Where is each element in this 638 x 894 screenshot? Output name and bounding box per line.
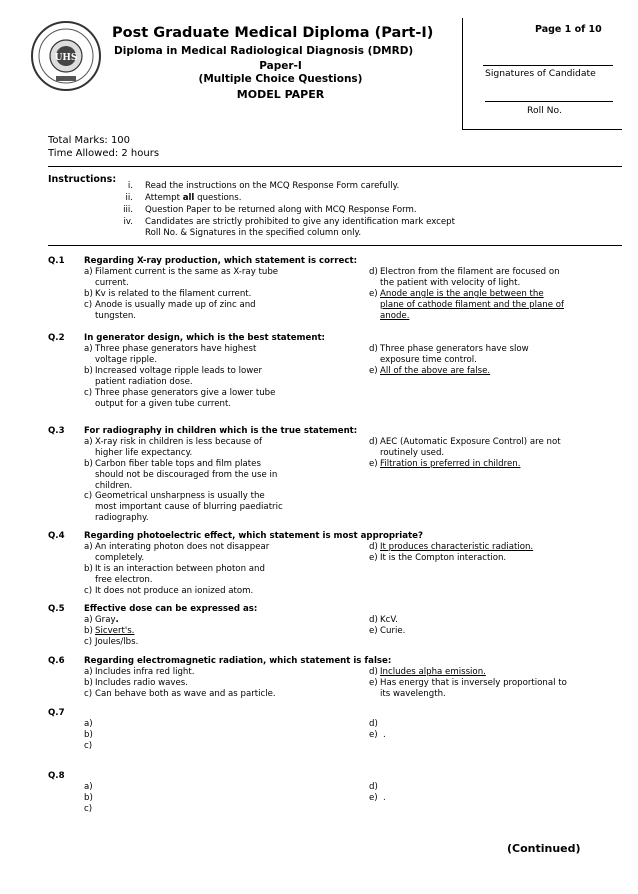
option-c: c) Three phase generators give a lower tube output for a given tube current. [84,388,276,409]
instruction-text: Read the instructions on the MCQ Response Form carefully. [145,181,400,191]
option-c: c) Anode is usually made up of zinc and tungsten. [84,300,256,321]
option-d: d) It produces characteristic radiation. [369,542,534,552]
option-e: e) Curie. [369,626,406,636]
svg-text:UHS: UHS [54,53,78,63]
question-number: Q.7 [48,708,65,718]
header-box-bottom-border [462,129,622,130]
instruction-number: iii. [123,205,133,215]
header-box-left-border [462,18,463,130]
question-number: Q.6 [48,656,65,666]
exam-title: Post Graduate Medical Diploma (Part-I) [112,25,434,41]
instruction-text: Attempt all questions. [145,193,242,203]
instruction-text: Candidates are strictly prohibited to give any identification mark except [145,217,455,227]
question-stem: Regarding X-ray production, which statement is correct: [84,256,358,266]
question-number: Q.4 [48,531,65,541]
roll-no-label: Roll No. [527,105,562,116]
option-d: d) Three phase generators have slow exposure time control. [369,344,529,365]
option-b: b) Includes radio waves. [84,678,188,688]
option-b: b) Kv is related to the filament current. [84,289,252,299]
option-c: c) Can behave both as wave and as particle. [84,689,276,699]
question-number: Q.2 [48,333,65,343]
institution-seal-logo [30,20,102,92]
question-stem: Effective dose can be expressed as: [84,604,258,614]
instructions-heading: Instructions: [48,174,117,185]
option-c: c) It does not produce an ionized atom. [84,586,254,596]
roll-no-line [485,101,613,102]
instruction-number: i. [127,181,133,191]
instruction-text-continued: Roll No. & Signatures in the specified column only. [145,228,362,238]
page-number: Page 1 of 10 [535,24,602,35]
question-stem: Regarding photoelectric effect, which statement is most appropriate? [84,531,423,541]
option-c: c) Joules/lbs. [84,637,139,647]
option-b: b) Sicvert's. [84,626,135,636]
time-allowed: Time Allowed: 2 hours [48,148,160,159]
question-number: Q.8 [48,771,65,781]
option-d: d) KcV. [369,615,398,625]
option-c: c) Geometrical unsharpness is usually the most important cause of blurring paediatric radiography. [84,491,283,523]
signature-label: Signatures of Candidate [485,68,596,79]
option-b: b) It is an interaction between photon and free electron. [84,564,265,585]
option-d: d) Includes alpha emission. [369,667,486,677]
option-a: a) X-ray risk in children is less because of higher life expectancy. [84,437,262,458]
option-d: d) AEC (Automatic Exposure Control) are not routinely used. [369,437,561,458]
option-e: e) Has energy that is inversely proportional to its wavelength. [369,678,567,699]
option-b: b) [84,730,93,740]
exam-subtitle: Diploma in Medical Radiological Diagnosis (DMRD) [114,45,414,57]
option-d: d) [369,719,378,729]
instruction-emphasis: all [182,193,195,203]
divider [48,245,622,246]
divider [48,166,622,167]
instruction-text: Question Paper to be returned along with MCQ Response Form. [145,205,417,215]
signature-line [483,65,613,66]
option-a: a) Gray. [84,615,119,625]
total-marks: Total Marks: 100 [48,135,131,146]
instruction-number: iv. [123,217,133,227]
paper-number: Paper-I [259,60,302,72]
option-e: e) All of the above are false. [369,366,491,376]
question-number: Q.5 [48,604,65,614]
option-c: c) [84,741,93,751]
option-e: e) Anode angle is the angle between the plane of cathode filament and the plane of anode. [369,289,564,321]
option-d: d) [369,782,378,792]
model-paper-label: MODEL PAPER [236,88,325,101]
option-a: a) Three phase generators have highest voltage ripple. [84,344,257,365]
instruction-number: ii. [125,193,133,203]
option-a: a) [84,782,93,792]
question-stem: For radiography in children which is the true statement: [84,426,358,436]
option-b: b) [84,793,93,803]
option-a: a) Includes infra red light. [84,667,195,677]
paper-type: (Multiple Choice Questions) [198,73,363,85]
option-c: c) [84,804,93,814]
option-e: e) . [369,793,386,803]
continued-label: (Continued) [507,842,581,855]
option-a: a) [84,719,93,729]
question-stem: Regarding electromagnetic radiation, which statement is false: [84,656,392,666]
question-stem: In generator design, which is the best statement: [84,333,325,343]
option-b: b) Carbon fiber table tops and film plates should not be discouraged from the use in children. [84,459,278,491]
question-number: Q.1 [48,256,65,266]
option-e: e) It is the Compton interaction. [369,553,507,563]
option-e: e) . [369,730,386,740]
option-b: b) Increased voltage ripple leads to lower patient radiation dose. [84,366,263,387]
option-d: d) Electron from the filament are focused on the patient with velocity of light. [369,267,560,288]
option-e: e) Filtration is preferred in children. [369,459,521,469]
question-number: Q.3 [48,426,65,436]
option-a: a) Filament current is the same as X-ray tube current. [84,267,279,288]
option-a: a) An interating photon does not disappear completely. [84,542,270,563]
